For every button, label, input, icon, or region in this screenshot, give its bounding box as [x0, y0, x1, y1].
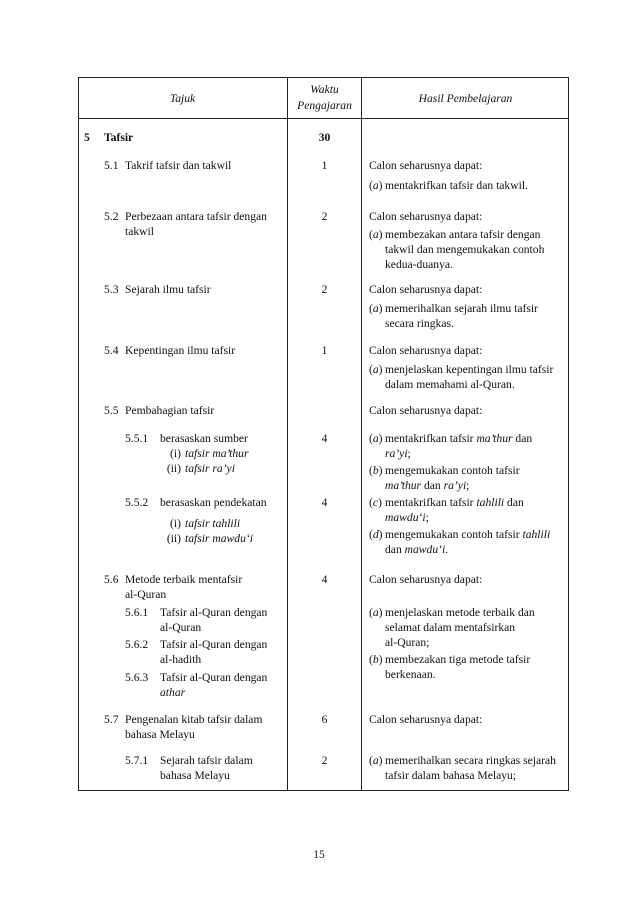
row-5-6-number: 5.6 — [104, 573, 119, 586]
header-outcome: Hasil Pembelajaran — [418, 92, 513, 105]
row-5-7-1-title-line1: Sejarah tafsir dalam — [160, 754, 253, 767]
section-hours: 30 — [318, 131, 331, 144]
row-5-6-2-title-line2: al-hadith — [160, 653, 202, 666]
row-5-5-1-title: berasaskan sumber — [160, 432, 248, 445]
page-number: 15 — [313, 848, 325, 861]
row-5-5-1-item-ii-number: (ii) — [166, 462, 181, 475]
row-5-1-intro: Calon seharusnya dapat: — [369, 159, 483, 172]
header-divider — [78, 118, 569, 119]
row-5-6-3-title-line2: athar — [160, 686, 186, 699]
row-5-2-intro: Calon seharusnya dapat: — [369, 210, 483, 223]
row-5-2-outcome-a-line3: kedua-duanya. — [385, 258, 453, 271]
row-5-7-number: 5.7 — [104, 713, 119, 726]
row-5-5-intro: Calon seharusnya dapat: — [369, 404, 483, 417]
row-5-6-2-number: 5.6.2 — [125, 638, 149, 651]
row-5-6-outcome-a-line2: selamat dalam mentafsirkan — [385, 621, 516, 634]
row-5-1-outcome-a: (a) — [369, 179, 383, 192]
row-5-6-1-title-line1: Tafsir al-Quran dengan — [160, 606, 268, 619]
row-5-1-number: 5.1 — [104, 159, 119, 172]
row-5-5-2-title: berasaskan pendekatan — [160, 496, 267, 509]
row-5-1-title: Takrif tafsir dan takwil — [125, 159, 232, 172]
row-5-3-outcome-a-line1: memerihalkan sejarah ilmu tafsir — [385, 302, 538, 315]
row-5-6-1-title-line2: al-Quran — [160, 621, 202, 634]
row-5-5-1-number: 5.5.1 — [125, 432, 149, 445]
row-5-4-title: Kepentingan ilmu tafsir — [125, 344, 236, 357]
row-5-2-number: 5.2 — [104, 210, 119, 223]
row-5-5-1-outcome-a-line2: ra’yi; — [385, 447, 411, 460]
row-5-5-2-item-ii-number: (ii) — [166, 532, 181, 545]
row-5-7-1-title-line2: bahasa Melayu — [160, 769, 230, 782]
row-5-5-1-item-ii-text: tafsir ra’yi — [185, 462, 235, 475]
row-5-5-2-outcome-d: (d) — [369, 528, 383, 541]
row-5-3-title: Sejarah ilmu tafsir — [125, 283, 211, 296]
row-5-7-hours: 6 — [321, 713, 328, 726]
row-5-4-number: 5.4 — [104, 344, 119, 357]
row-5-5-2-outcome-c-line2: mawdu‘i; — [385, 511, 429, 524]
row-5-6-title-line1: Metode terbaik mentafsir — [125, 573, 243, 586]
row-5-4-outcome-a-line2: dalam memahami al-Quran. — [385, 378, 515, 391]
row-5-2-outcome-a: (a) — [369, 228, 383, 241]
row-5-7-1-number: 5.7.1 — [125, 754, 149, 767]
row-5-3-intro: Calon seharusnya dapat: — [369, 283, 483, 296]
section-number: 5 — [84, 131, 90, 144]
row-5-6-1-number: 5.6.1 — [125, 606, 149, 619]
row-5-6-3-number: 5.6.3 — [125, 671, 149, 684]
row-5-5-2-item-i-number: (i) — [170, 517, 181, 530]
row-5-7-title-line2: bahasa Melayu — [125, 728, 195, 741]
row-5-5-1-outcome-a: (a) — [369, 432, 383, 445]
row-5-5-1-outcome-b-line1: mengemukakan contoh tafsir — [385, 464, 520, 477]
row-5-5-title: Pembahagian tafsir — [125, 404, 215, 417]
row-5-3-hours: 2 — [321, 283, 328, 296]
row-5-2-outcome-a-line2: takwil dan mengemukakan contoh — [385, 243, 545, 256]
row-5-5-1-outcome-b: (b) — [369, 464, 383, 477]
row-5-5-1-outcome-a-line1: mentakrifkan tafsir ma’thur dan — [385, 432, 533, 445]
row-5-4-outcome-a-line1: menjelaskan kepentingan ilmu tafsir — [385, 363, 554, 376]
row-5-6-outcome-b-line2: berkenaan. — [385, 668, 436, 681]
row-5-5-2-outcome-d-line1: mengemukakan contoh tafsir tahlili — [385, 528, 551, 541]
row-5-7-title-line1: Pengenalan kitab tafsir dalam — [125, 713, 263, 726]
row-5-3-outcome-a: (a) — [369, 302, 383, 315]
row-5-7-intro: Calon seharusnya dapat: — [369, 713, 483, 726]
row-5-5-2-item-ii-text: tafsir mawdu‘i — [185, 532, 253, 545]
row-5-4-hours: 1 — [321, 344, 328, 357]
section-title: Tafsir — [104, 131, 134, 144]
row-5-7-1-outcome-a-line2: tafsir dalam bahasa Melayu; — [385, 769, 517, 782]
row-5-5-2-outcome-c: (c) — [369, 496, 382, 509]
row-5-6-intro: Calon seharusnya dapat: — [369, 573, 483, 586]
row-5-6-outcome-a-line3: al-Quran; — [385, 636, 430, 649]
row-5-7-1-hours: 2 — [321, 754, 328, 767]
row-5-3-number: 5.3 — [104, 283, 119, 296]
row-5-4-outcome-a: (a) — [369, 363, 383, 376]
row-5-4-intro: Calon seharusnya dapat: — [369, 344, 483, 357]
row-5-6-hours: 4 — [321, 573, 328, 586]
column-divider-right — [361, 77, 362, 791]
row-5-2-outcome-a-line1: membezakan antara tafsir dengan — [385, 228, 541, 241]
header-time-line2: Pengajaran — [297, 99, 352, 112]
row-5-5-1-outcome-b-line2: ma’thur dan ra’yi; — [385, 479, 470, 492]
row-5-6-outcome-b: (b) — [369, 653, 383, 666]
row-5-5-2-number: 5.5.2 — [125, 496, 149, 509]
row-5-5-2-outcome-d-line2: dan mawdu‘i. — [385, 543, 449, 556]
header-topic: Tajuk — [169, 92, 196, 105]
row-5-2-title-line1: Perbezaan antara tafsir dengan — [125, 210, 267, 223]
row-5-5-2-outcome-c-line1: mentakrifkan tafsir tahlili dan — [385, 496, 524, 509]
row-5-7-1-outcome-a: (a) — [369, 754, 383, 767]
row-5-6-outcome-a: (a) — [369, 606, 383, 619]
row-5-1-outcome-a-text: mentakrifkan tafsir dan takwil. — [385, 179, 528, 192]
row-5-2-title-line2: takwil — [125, 225, 154, 238]
row-5-6-2-title-line1: Tafsir al-Quran dengan — [160, 638, 268, 651]
row-5-6-3-title-line1: Tafsir al-Quran dengan — [160, 671, 268, 684]
row-5-6-outcome-a-line1: menjelaskan metode terbaik dan — [385, 606, 535, 619]
row-5-5-1-hours: 4 — [321, 432, 328, 445]
row-5-5-1-item-i-text: tafsir ma’thur — [185, 447, 249, 460]
row-5-7-1-outcome-a-line1: memerihalkan secara ringkas sejarah — [385, 754, 556, 767]
row-5-1-hours: 1 — [321, 159, 328, 172]
row-5-6-outcome-b-line1: membezakan tiga metode tafsir — [385, 653, 531, 666]
header-time-line1: Waktu — [310, 83, 339, 96]
row-5-3-outcome-a-line2: secara ringkas. — [385, 317, 454, 330]
row-5-5-2-hours: 4 — [321, 496, 328, 509]
row-5-2-hours: 2 — [321, 210, 328, 223]
row-5-5-number: 5.5 — [104, 404, 119, 417]
row-5-5-1-item-i-number: (i) — [170, 447, 181, 460]
row-5-6-title-line2: al-Quran — [125, 588, 167, 601]
row-5-5-2-item-i-text: tafsir tahlili — [185, 517, 241, 530]
